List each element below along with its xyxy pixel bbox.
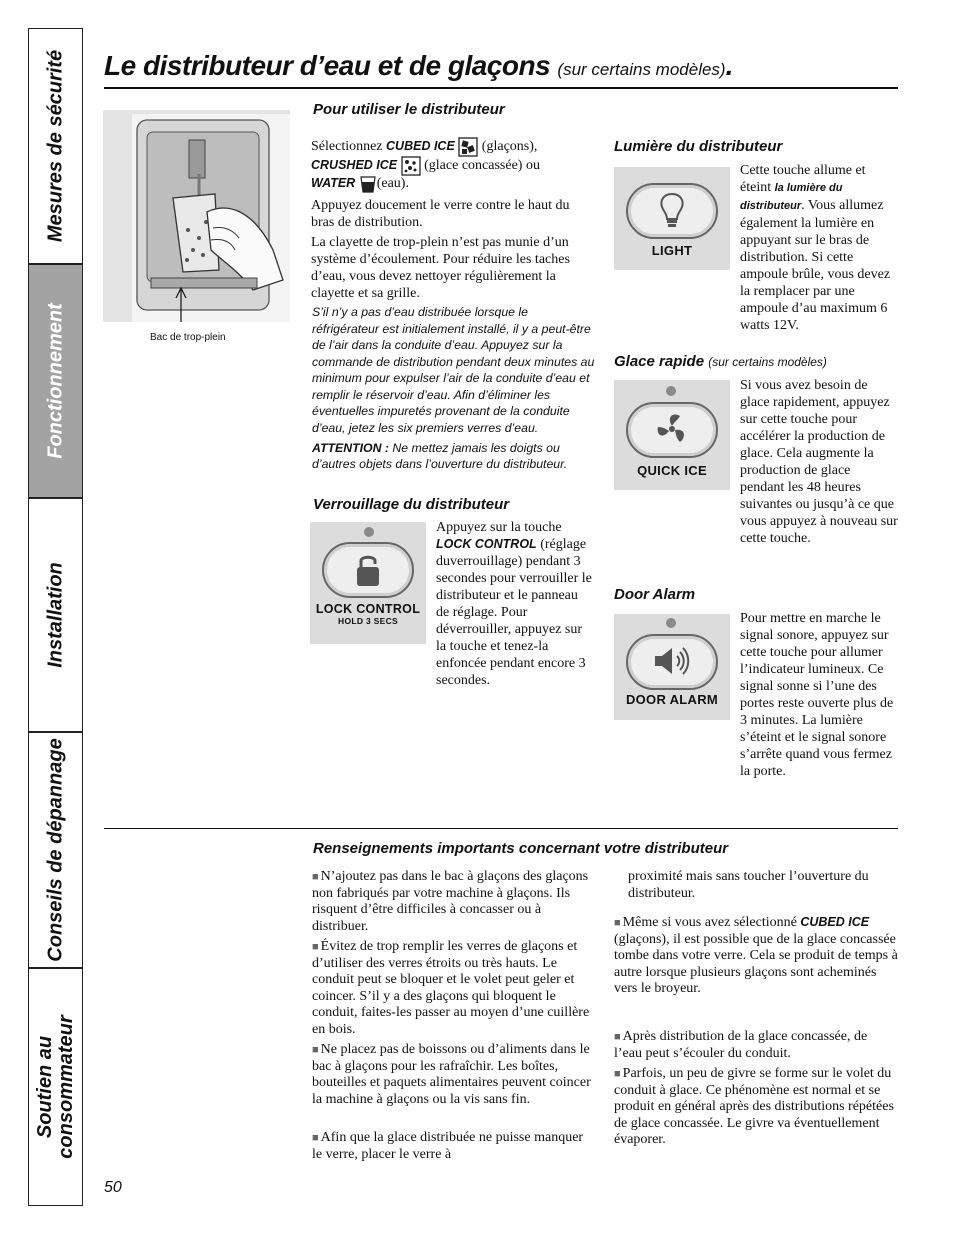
illustration-caption: Bac de trop-plein [150, 332, 226, 343]
tab-fonctionnement[interactable] [28, 264, 83, 498]
tab-soutien-au-consommateur[interactable] [28, 968, 83, 1206]
quick-ice-indicator-led [666, 386, 676, 396]
door-alarm-description: Pour mettre en marche le signal sonore, appuyez sur cette touche pour allumer l’indicateur lumineux. Ce signal sonne si l’une des portes reste ouverte plus de 3 minutes. La lumière s’éteint et le signal sonore s’arrête quand vous fermez la porte. [740, 611, 894, 779]
light-bulb-icon [657, 191, 687, 229]
use-paragraph-1: Sélectionnez CUBED ICE (glaçons), CRUSHED ICE (glace concassée) ou WATER (eau). [311, 137, 593, 194]
lock-button-label: LOCK CONTROL [315, 602, 421, 616]
tab-label: Fonctionnement [44, 303, 66, 459]
padlock-icon [354, 552, 382, 588]
quick-ice-button[interactable] [626, 402, 718, 458]
warning-label: ATTENTION : [312, 441, 389, 455]
lock-button-sublabel: HOLD 3 SECS [338, 616, 398, 626]
light-button[interactable] [626, 183, 718, 239]
tab-installation[interactable] [28, 498, 83, 732]
page-subtitle: (sur certains modèles) [557, 60, 726, 79]
info-bullet-6: ■ Après distribution de la glace concassée, de l’eau peut s’écouler du conduit. [614, 1029, 868, 1061]
page-title: Le distributeur d’eau et de glaçons (sur certains modèles). [104, 50, 733, 81]
light-description: Cette touche allume et éteint la lumière du distributeur. Vous allumez également la lumière en appuyant sur le bras de distribution. Si cette ampoule brûle, vous devez la remplacer par une ampoule d’au maximum 6 watts 12V. [740, 163, 891, 333]
door-alarm-button-label: DOOR ALARM [625, 692, 719, 707]
tab-label: Soutien au consommateur [33, 1015, 77, 1159]
quick-ice-description: Si vous avez besoin de glace rapidement, appuyez sur cette touche pour accélérer la production de glace. Cela augmente la production de glace pendant les 48 heures suivantes ou jusqu’à ce que vous appuyez à nouveau sur cette touche. [740, 378, 898, 546]
info-bullet-4-continued: proximité mais sans toucher l’ouverture du distributeur. [628, 869, 869, 901]
use-heading: Pour utiliser le distributeur [313, 101, 505, 118]
lock-control-panel [310, 522, 426, 644]
use-air-note: S’il n’y a pas d’eau distribuée lorsque le réfrigérateur est initialement installé, il y a peut-être de l’air dans la conduite d’eau. Appuyez sur la commande de distribution pendant deux minutes au minimum pour expulser l’air de la conduite d’eau et remplir le réservoir d’eau. Afin d’éliminer les éventuelles impuretés provenant de la conduite d’eau, jetez les six premiers verres d’eau. [312, 305, 595, 435]
use-warning: ATTENTION : Ne mettez jamais les doigts ou d’autres objets dans l’ouverture du distributeur. [312, 441, 568, 471]
lock-indicator-led [364, 527, 374, 537]
use-paragraph-3: La clayette de trop-plein n’est pas munie d’un système d’écoulement. Pour réduire les taches d’eau, vous devez nettoyer régulièrement la clayette et sa grille. [311, 235, 570, 301]
info-bullet-7: ■ Parfois, un peu de givre se forme sur le volet du conduit à glace. Ce phénomène est normal et se produit en général après des distributions répétées de glace concassée. Le givre va éventuellement évaporer. [614, 1066, 894, 1148]
door-alarm-panel [614, 614, 730, 720]
cubed-ice-key: CUBED ICE [386, 139, 455, 154]
info-bullet-3: ■ Ne placez pas de boissons ou d’aliments dans le bac à glaçons pour les rafraîchir. Les boîtes, bouteilles et paquets alimentaires peuvent coincer la machine à glaçons ou la vis sans fin. [312, 1042, 591, 1107]
cubed-ice-icon [458, 137, 478, 157]
info-bullet-2: ■ Évitez de trop remplir les verres de glaçons et d’utiliser des verres étroits ou très hauts. Le conduit peut se bloquer et le volet peut geler et coincer. S’il y a des glaçons qui bloquent le conduit, faites-les passer au moyen d’une cuillère en bois. [312, 939, 590, 1037]
speaker-icon [652, 644, 692, 678]
dispenser-illustration [103, 110, 290, 322]
info-bullet-4: ■ Afin que la glace distribuée ne puisse manquer le verre, placer le verre à [312, 1130, 584, 1162]
quick-ice-panel [614, 380, 730, 490]
light-panel [614, 167, 730, 270]
water-key: WATER [311, 176, 356, 191]
info-heading: Renseignements importants concernant votre distributeur [313, 840, 729, 857]
fan-icon [654, 410, 690, 448]
crushed-ice-icon [401, 156, 421, 176]
light-button-label: LIGHT [651, 243, 693, 258]
tab-conseils-de-depannage[interactable] [28, 732, 83, 968]
lock-control-button[interactable] [322, 542, 414, 598]
info-bullet-5: ■ Même si vous avez sélectionné CUBED ICE (glaçons), il est possible que de la glace concassée tombe dans votre verre. Cela se produit de temps à autre lorsque plusieurs glaçons sont acheminés vers le broyeur. [614, 915, 898, 997]
tab-label: Conseils de dépannage [44, 738, 66, 962]
crushed-ice-key: CRUSHED ICE [311, 158, 398, 173]
door-alarm-heading: Door Alarm [614, 586, 696, 603]
lock-description: Appuyez sur la touche LOCK CONTROL (réglage duverrouillage) pendant 3 secondes pour verrouiller le distributeur et le panneau de réglage. Pour déverrouiller, appuyez sur la touche et tenez-la enfoncée pendant encore 3 secondes. [436, 520, 592, 688]
door-alarm-indicator-led [666, 618, 676, 628]
water-glass-icon [359, 175, 377, 193]
info-bullet-1: ■ N’ajoutez pas dans le bac à glaçons des glaçons non fabriqués par votre machine à glaçons. Ils risquent d’être difficiles à concasser ou à distribuer. [312, 869, 589, 934]
title-rule [104, 87, 898, 89]
use-paragraph-2: Appuyez doucement le verre contre le haut du bras de distribution. [311, 198, 570, 230]
section-divider [104, 828, 898, 829]
light-heading: Lumière du distributeur [614, 138, 783, 155]
tab-label: Mesures de sécurité [44, 49, 66, 243]
tab-label: Installation [44, 562, 66, 668]
quick-ice-button-label: QUICK ICE [637, 463, 707, 478]
tab-mesures-de-securite[interactable] [28, 28, 83, 264]
door-alarm-button[interactable] [626, 634, 718, 690]
quick-ice-heading: Glace rapide (sur certains modèles) [614, 353, 827, 370]
page-number: 50 [104, 1179, 122, 1196]
lock-heading: Verrouillage du distributeur [313, 496, 510, 513]
